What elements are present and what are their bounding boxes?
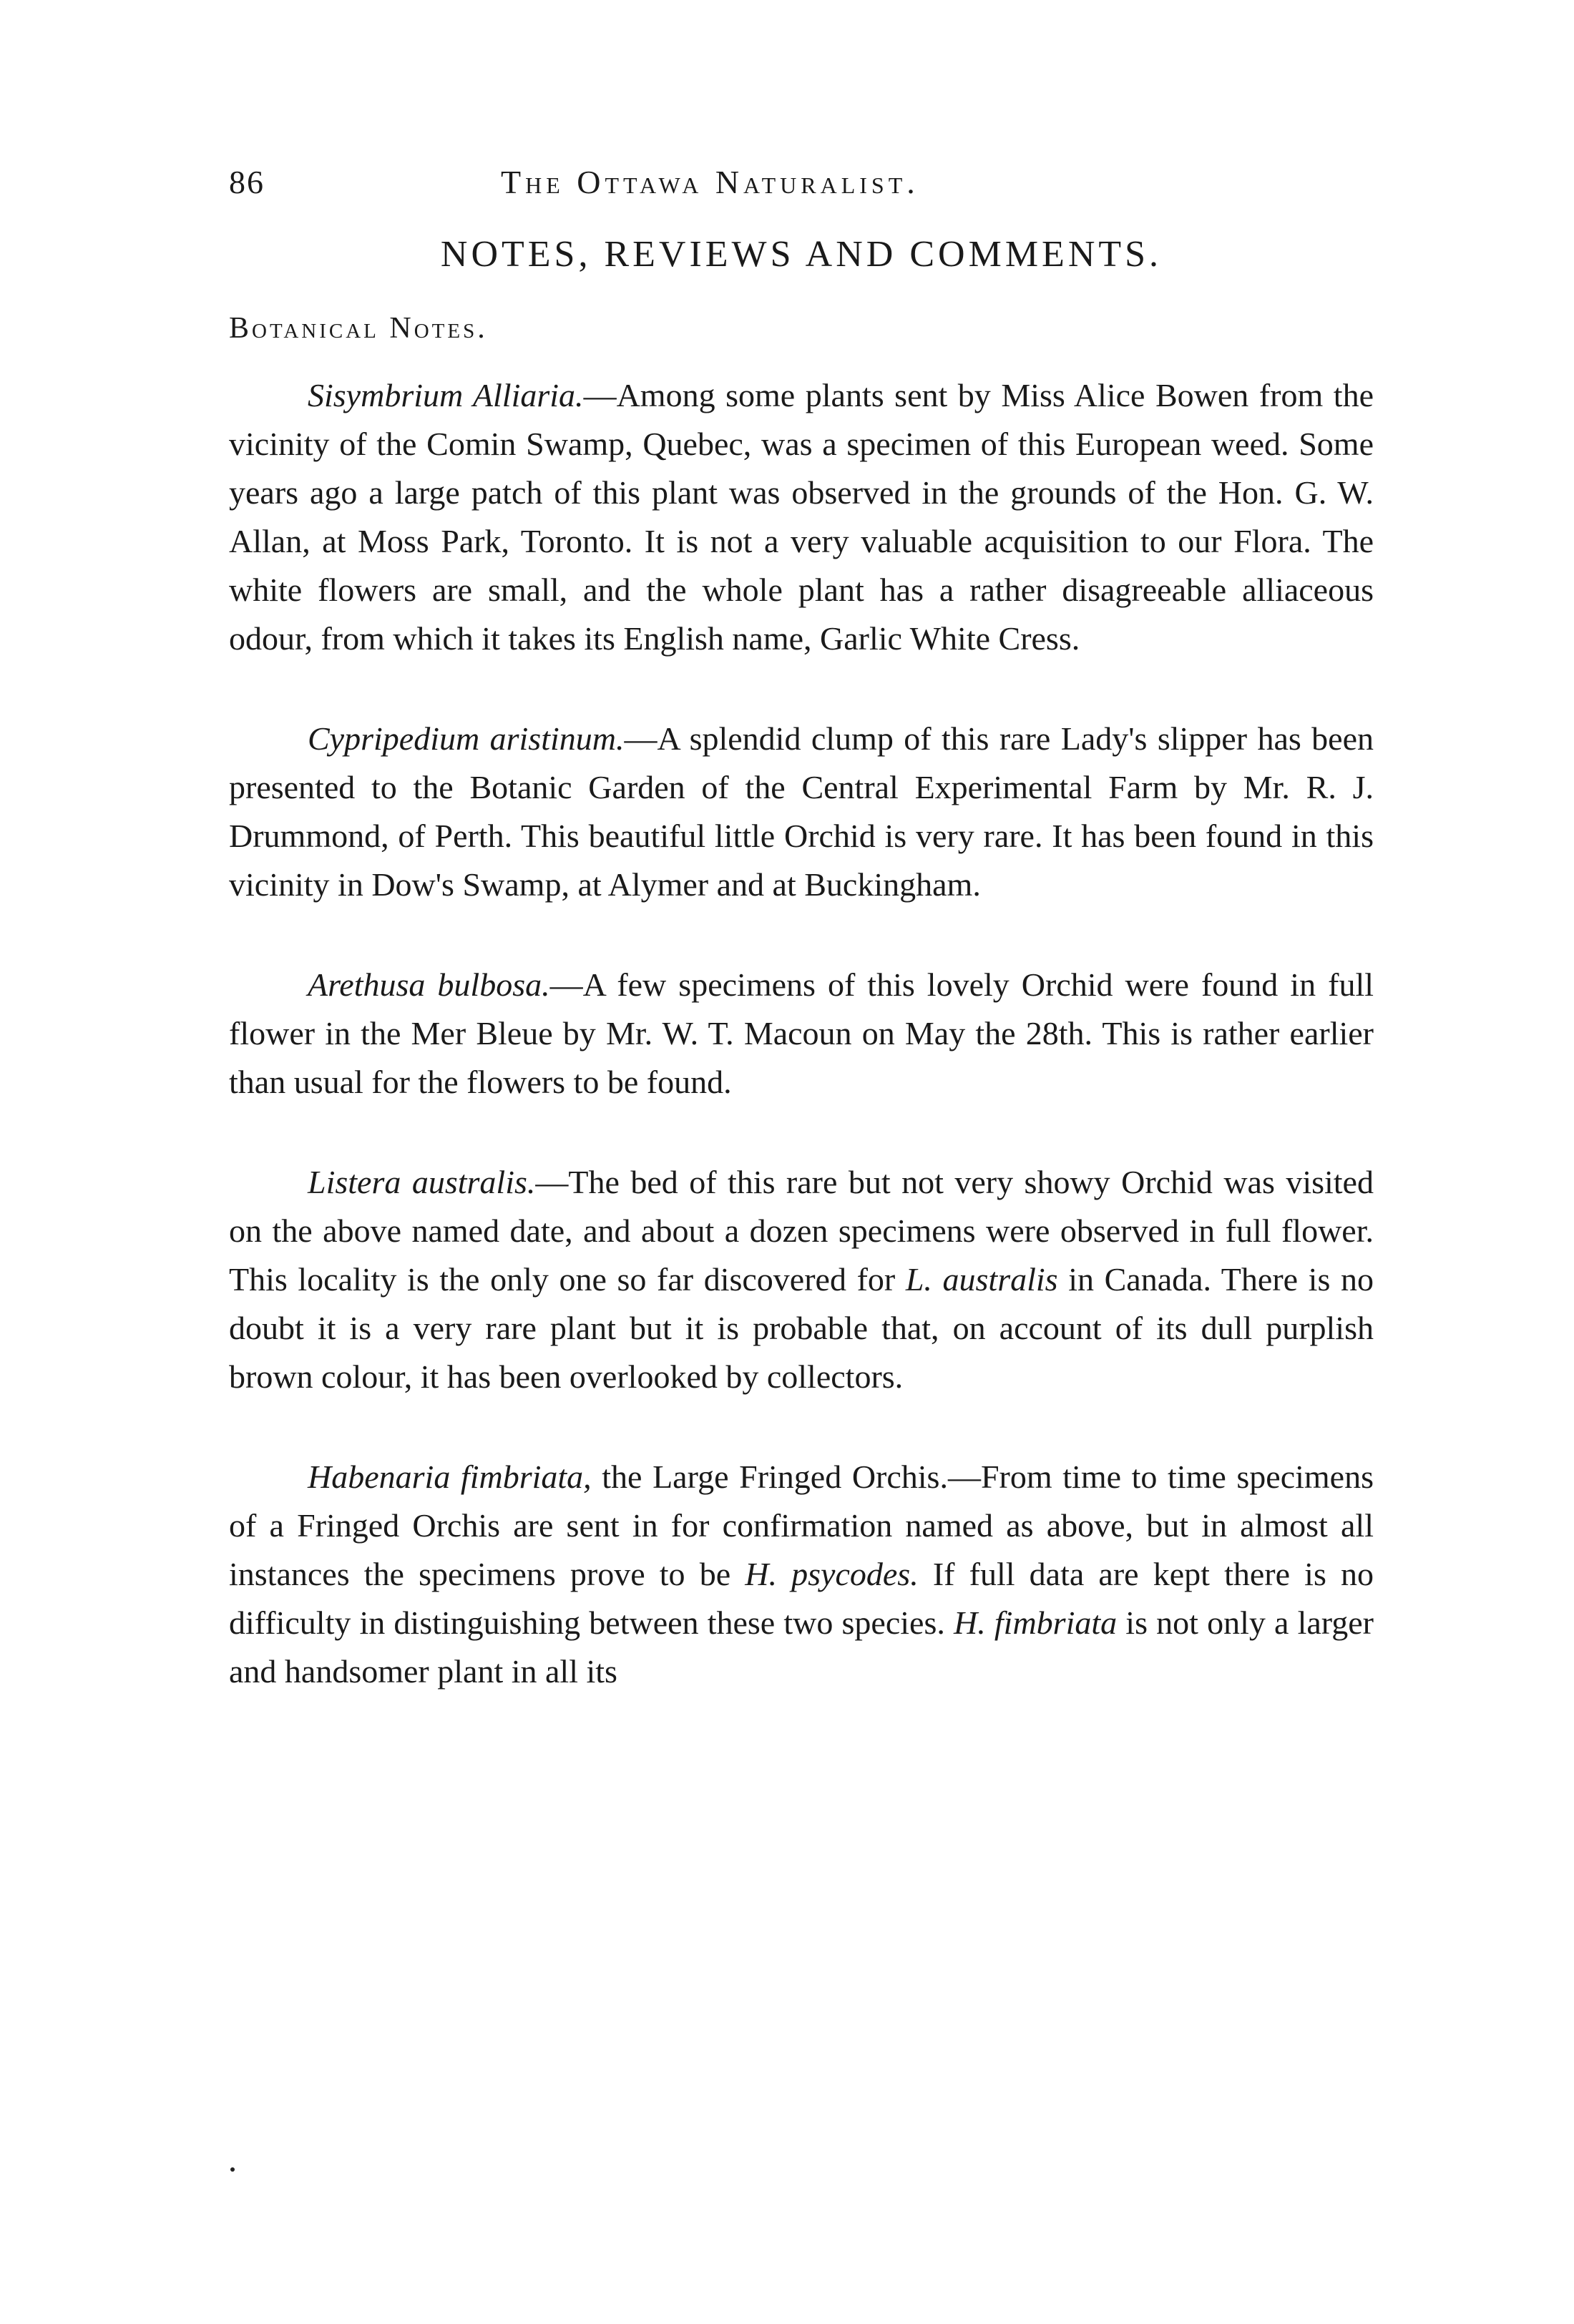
note-text: —A splendid clump of this rare Lady's slipper has been presented to the Botanic Garden of the Central Experimental Farm by Mr. R. J. Drummond, of Perth. This beautiful little Orchid is very rare. It has been found in this vicinity in Dow's Swamp, at Alymer and at Buckingham. xyxy=(229,720,1374,903)
print-mark xyxy=(230,2167,235,2172)
species-name: Cypripedium aristinum. xyxy=(308,720,625,757)
note-text: —The bed of this rare but not very showy Orchid was visited on the above named date, and about a dozen specimens were observed in full flower. This locality is the only one so far discovered for xyxy=(229,1164,1374,1298)
species-name: Habenaria fimbriata, xyxy=(308,1458,592,1495)
running-head xyxy=(229,143,1374,215)
inline-species-name: H. fimbriata xyxy=(954,1604,1118,1641)
page xyxy=(229,143,1374,1747)
note-listera xyxy=(229,1158,1374,1401)
note-text: the Large Fringed Orchis.—From time to time specimens of a Fringed Orchis are sent in for confirmation named as above, but in almost all instances the specimens prove to be xyxy=(229,1458,1374,1592)
species-name: Sisymbrium Alliaria. xyxy=(308,377,584,413)
species-name: Arethusa bulbosa. xyxy=(308,966,550,1003)
note-text: If full data are kept there is no difficulty in distinguishing between these two species. xyxy=(229,1556,1374,1641)
subheading-botanical-notes: Botanical Notes. xyxy=(229,312,488,345)
note-text: in Canada. There is no doubt it is a very rare plant but it is probable that, on account of its dull purplish brown colour, it has been overlooked by collectors. xyxy=(229,1261,1374,1395)
inline-species-name: H. psycodes. xyxy=(745,1556,919,1592)
page-number: 86 xyxy=(229,164,265,200)
journal-title: The Ottawa Naturalist. xyxy=(501,164,919,200)
note-text: —Among some plants sent by Miss Alice Bowen from the vicinity of the Comin Swamp, Quebec, was a specimen of this European weed. Some years ago a large patch of this plant was observed in the grounds of the Hon. G. W. Allan, at Moss Park, Toronto. It is not a very valuable acquisition to our Flora. The white flowers are small, and the whole plant has a rather disagreeable alliaceous odour, from which it takes its English name, Garlic White Cress. xyxy=(229,377,1374,657)
note-text: is not only a larger and handsomer plant in all its xyxy=(229,1604,1374,1690)
section-title: NOTES, REVIEWS AND COMMENTS. xyxy=(440,234,1163,275)
note-habenaria xyxy=(229,1453,1374,1696)
note-text: —A few specimens of this lovely Orchid were found in full flower in the Mer Bleue by Mr. W. T. Macoun on May the 28th. This is rather earlier than usual for the flowers to be found. xyxy=(229,966,1374,1100)
inline-species-name: L. australis xyxy=(905,1261,1058,1298)
species-name: Listera australis. xyxy=(308,1164,536,1200)
note-sisymbrium xyxy=(229,371,1374,663)
note-cypripedium xyxy=(229,715,1374,909)
note-arethusa xyxy=(229,961,1374,1107)
